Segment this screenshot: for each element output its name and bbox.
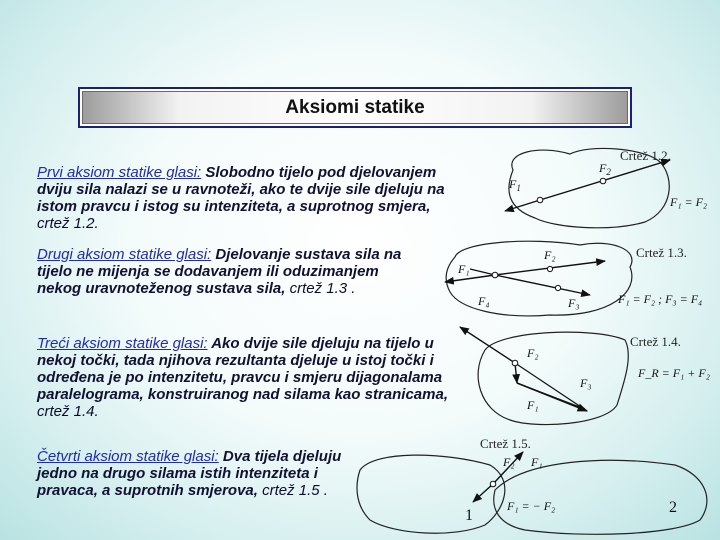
axiom-1-body: Slobodno tijelo pod djelovanjem dviju sila nalazi se u ravnoteži, ako te dvije sile djeluju na istom pravcu i istog su intenziteta, a suprotnog smjera, xyxy=(37,164,445,215)
figure-1-4 xyxy=(455,325,720,435)
axiom-4-lead: Četvrti aksiom statike glasi: xyxy=(37,448,219,465)
application-point xyxy=(547,266,552,271)
axiom-1-lead: Prvi aksiom statike glasi: xyxy=(37,164,202,181)
application-point xyxy=(555,285,560,290)
axiom-2-body: Djelovanje sustava sila na tijelo ne mijenja se dodavanjem ili oduzimanjem nekog uravnoteženog sustava sila, xyxy=(37,246,402,297)
figure-1-2 xyxy=(495,140,720,235)
application-point xyxy=(512,360,518,366)
axiom-1-ref: crtež 1.2. xyxy=(37,215,99,232)
force-f1-arrow xyxy=(445,275,495,282)
axiom-1-text xyxy=(37,164,467,232)
figure-1-3 xyxy=(440,237,720,322)
axiom-2-ref: crtež 1.3 . xyxy=(289,280,356,297)
body-2-outline xyxy=(494,460,707,534)
label-f3: F₃ xyxy=(580,376,592,390)
force-f1-arrow xyxy=(505,200,540,211)
axiom-3-body: Ako dvije sile djeluju na tijelo u nekoj točki, tada njihova rezultanta djeluje u istoj točki i određena je po intenzitetu, pravcu i smjeru dijagonalama paralelograma, konstruiranog nad silama kao stranicama, xyxy=(37,335,448,403)
label-f1: F₁ xyxy=(527,398,539,412)
figure-1-2-caption: Crtež 1.2. xyxy=(620,148,671,163)
body-1-number: 1 xyxy=(465,507,473,524)
equation-1-4: F_R = F₁ + F₂ xyxy=(638,366,710,380)
body-outline xyxy=(478,332,628,424)
label-f1: F₁ xyxy=(531,455,543,469)
label-f2: F₂ xyxy=(544,248,556,262)
label-f2: $F_2$ xyxy=(599,161,611,177)
application-point xyxy=(492,272,498,278)
figure-1-3-caption: Crtež 1.3. xyxy=(636,245,687,260)
force-f2-arrow xyxy=(473,484,493,502)
force-f4-arrow xyxy=(470,269,495,275)
application-point xyxy=(537,197,543,203)
label-f3: F₃ xyxy=(568,296,580,310)
axiom-4-text xyxy=(37,448,367,499)
force-f3-arrow xyxy=(495,275,590,295)
axiom-3-lead: Treći aksiom statike glasi: xyxy=(37,335,208,352)
force-f2-arrow xyxy=(460,327,515,363)
axiom-2-text xyxy=(37,246,427,297)
equation-1-3: F₁ = F₂ ; F₃ = F₄ xyxy=(618,292,703,306)
label-f1: F₁ xyxy=(458,262,470,276)
contact-point xyxy=(490,481,496,487)
label-f2: F₂ xyxy=(503,455,515,469)
axiom-2-lead: Drugi aksiom statike glasi: xyxy=(37,246,212,263)
figure-1-5 xyxy=(355,440,720,540)
figure-1-5-caption: Crtež 1.5. xyxy=(480,436,531,451)
axiom-3-text xyxy=(37,335,467,420)
equation-1-2: F₁ = F₂ xyxy=(670,195,708,209)
page-title: Aksiomi statike xyxy=(285,96,425,118)
body-2-number: 2 xyxy=(669,499,677,516)
label-f2: F₂ xyxy=(527,346,539,360)
label-f4: F₄ xyxy=(478,294,490,308)
figure-1-4-caption: Crtež 1.4. xyxy=(630,334,681,349)
title-banner xyxy=(78,87,632,128)
axiom-4-body: Dva tijela djeluju jedno na drugo silama istih intenziteta i pravaca, a suprotnih smjerova, xyxy=(37,448,342,499)
application-point xyxy=(600,178,606,184)
axiom-4-ref: crtež 1.5 . xyxy=(262,482,328,499)
body-outline xyxy=(509,148,669,227)
label-f1: $F_1$ xyxy=(509,177,521,193)
axiom-3-ref: crtež 1.4. xyxy=(37,403,99,420)
equation-1-5: F₁ = − F₂ xyxy=(507,499,556,513)
